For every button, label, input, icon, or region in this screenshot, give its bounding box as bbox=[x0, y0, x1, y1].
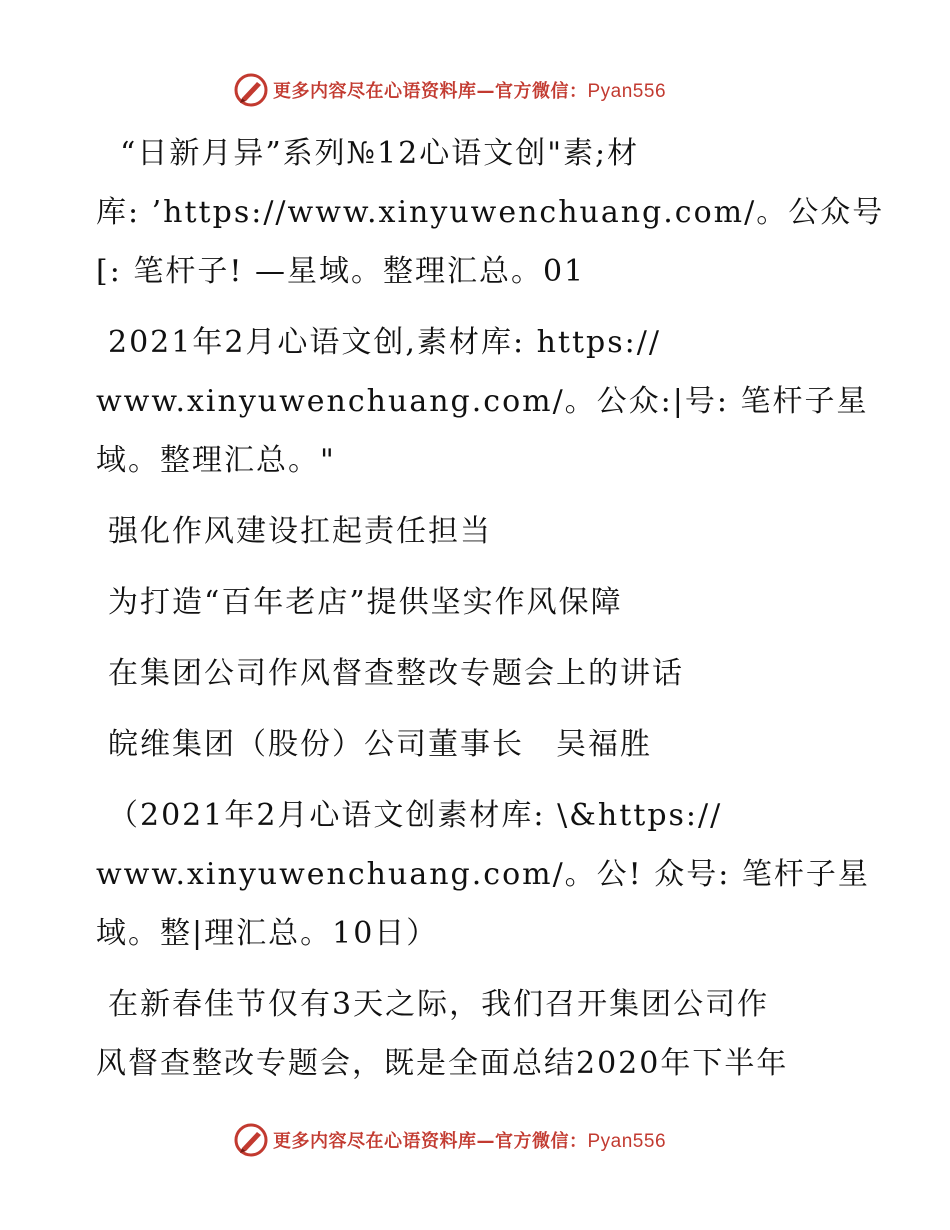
text-line: 域。整理汇总。" bbox=[96, 443, 336, 478]
paragraph bbox=[96, 124, 885, 301]
text-line: 库: ’https://www.xinyuwenchuang.com/。公众号 bbox=[96, 195, 885, 230]
text-line: 在新春佳节仅有3天之际，我们召开集团公司作 bbox=[108, 987, 770, 1022]
wechat-handle: Pyan556 bbox=[587, 81, 667, 102]
text-line: “日新月异”系列№12心语文创"素;材 bbox=[120, 136, 640, 171]
document-body bbox=[96, 124, 885, 1105]
text-line: 域。整|理汇总。10日） bbox=[96, 916, 439, 951]
text-line: www.xinyuwenchuang.com/。公! 众号: 笔杆子星 bbox=[96, 857, 870, 892]
watermark-text: 更多内容尽在心语资料库—官方微信：Pyan556 bbox=[273, 81, 667, 102]
pen-logo-icon bbox=[233, 72, 269, 108]
text-line: 风督查整改专题会，既是全面总结2020年下半年 bbox=[96, 1046, 789, 1081]
watermark-text: 更多内容尽在心语资料库—官方微信：Pyan556 bbox=[273, 1131, 667, 1152]
text-line: 2021年2月心语文创,素材库: https:// bbox=[108, 325, 661, 360]
text-line: www.xinyuwenchuang.com/。公众:|号: 笔杆子星 bbox=[96, 384, 869, 419]
speaker-line bbox=[96, 715, 856, 774]
text-line: （2021年2月心语文创素材库: \&https:// bbox=[108, 798, 723, 833]
heading-subtitle bbox=[96, 573, 856, 632]
header-watermark bbox=[233, 70, 666, 110]
pen-logo-icon bbox=[233, 1122, 269, 1158]
speech-occasion bbox=[96, 644, 856, 703]
paragraph bbox=[96, 313, 869, 490]
text-line: 皖维集团（股份）公司董事长 吴福胜 bbox=[108, 727, 652, 762]
date-paragraph bbox=[96, 786, 870, 963]
heading-title bbox=[96, 502, 856, 561]
body-paragraph bbox=[96, 975, 856, 1093]
wechat-handle: Pyan556 bbox=[587, 1131, 667, 1152]
text-line: [: 笔杆子! —星域。整理汇总。01 bbox=[96, 254, 586, 289]
footer-watermark bbox=[233, 1120, 666, 1160]
text-line: 强化作风建设扛起责任担当 bbox=[108, 514, 492, 549]
text-line: 为打造“百年老店”提供坚实作风保障 bbox=[108, 585, 623, 620]
text-line: 在集团公司作风督查整改专题会上的讲话 bbox=[108, 656, 684, 691]
